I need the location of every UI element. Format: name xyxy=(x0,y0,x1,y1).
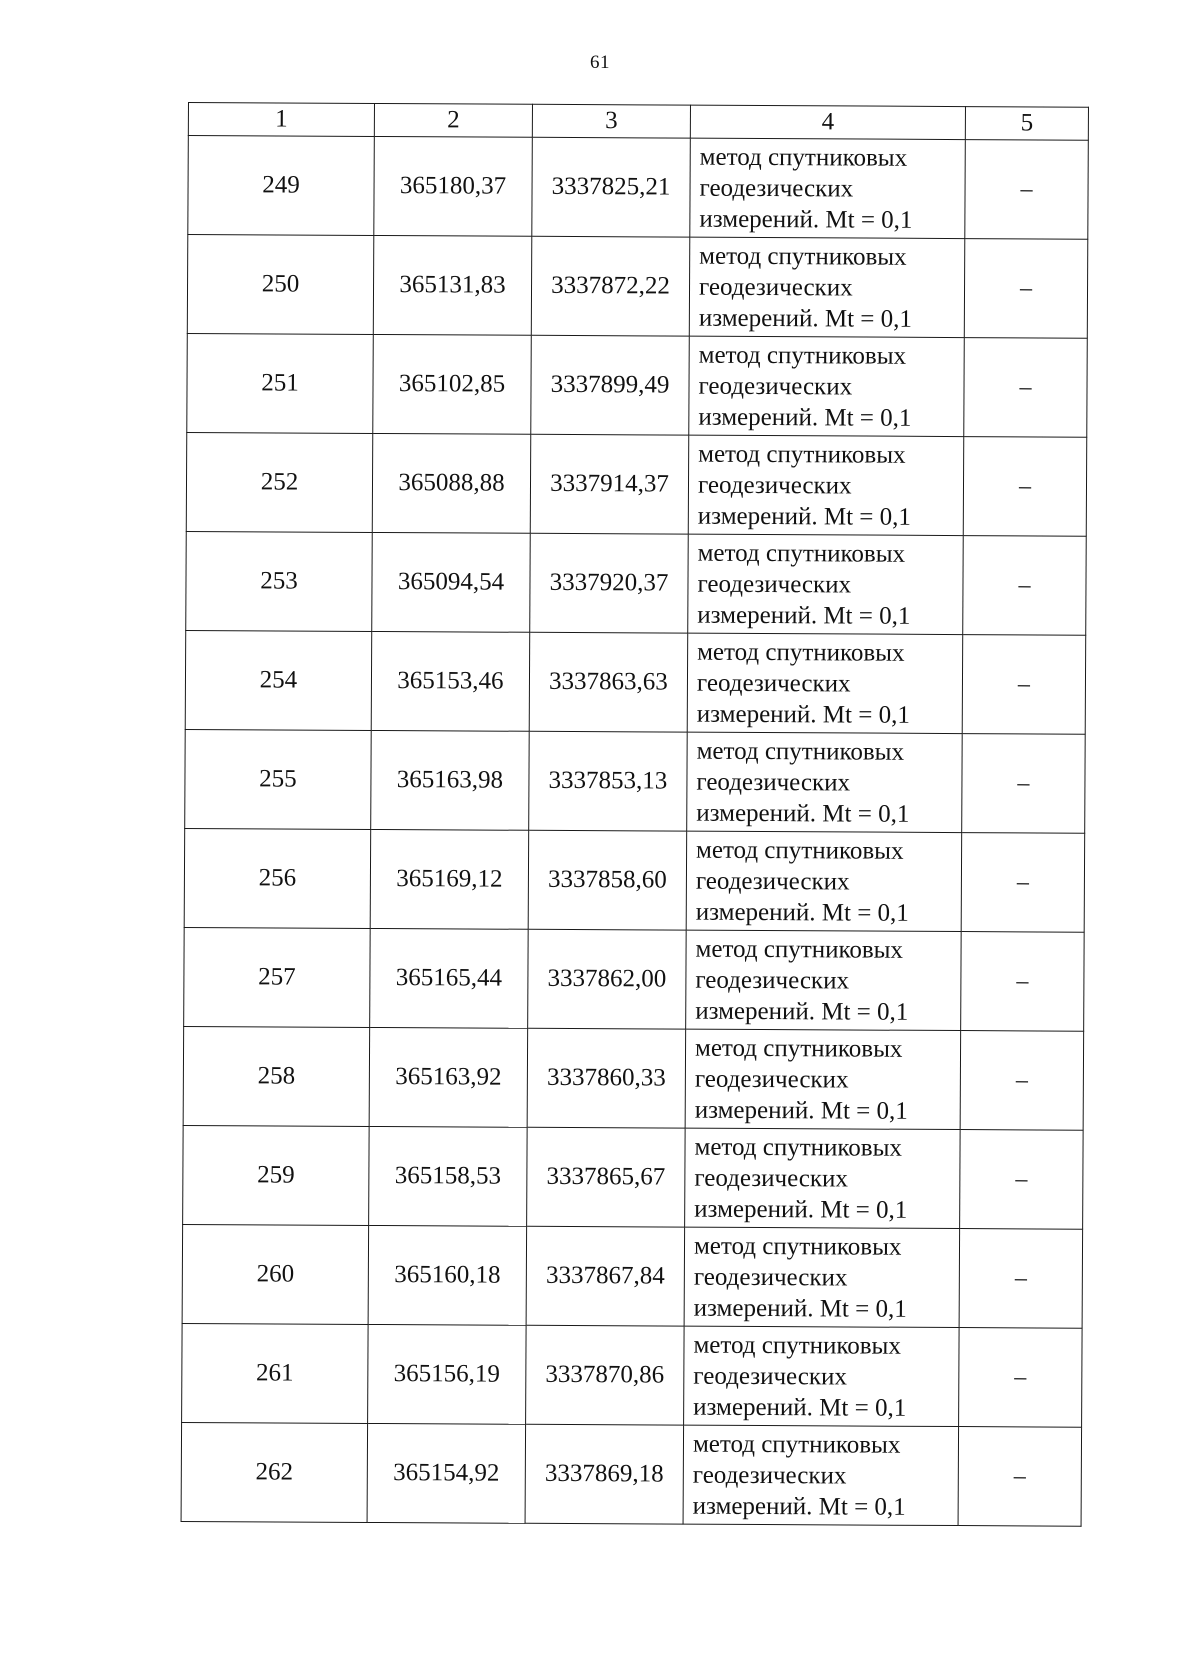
y-coordinate-cell: 3337920,37 xyxy=(530,533,689,633)
method-line: геодезических xyxy=(696,768,851,796)
method-cell xyxy=(684,1326,960,1426)
method-line: метод спутниковых xyxy=(696,836,904,865)
method-line: метод спутниковых xyxy=(697,539,906,568)
method-line: геодезических xyxy=(693,1263,848,1291)
y-coordinate-cell: 3337869,18 xyxy=(525,1424,684,1524)
point-number-cell: 251 xyxy=(187,333,374,433)
x-coordinate-cell: 365088,88 xyxy=(372,433,531,533)
table-row xyxy=(187,235,1088,339)
method-line: измерений. Mt = 0,1 xyxy=(698,403,912,432)
point-number-cell: 252 xyxy=(186,432,373,532)
method-line: измерений. Mt = 0,1 xyxy=(694,1195,908,1224)
method-cell xyxy=(687,732,963,832)
y-coordinate-cell: 3337865,67 xyxy=(527,1127,686,1227)
table-row xyxy=(185,729,1086,833)
method-line: геодезических xyxy=(695,867,850,895)
y-coordinate-cell: 3337870,86 xyxy=(526,1325,685,1425)
method-line: геодезических xyxy=(693,1362,848,1390)
point-number-cell: 257 xyxy=(184,927,371,1027)
note-cell: – xyxy=(962,734,1086,834)
x-coordinate-cell: 365094,54 xyxy=(372,532,531,632)
method-line: измерений. Mt = 0,1 xyxy=(692,1492,906,1521)
header-row xyxy=(188,103,1088,141)
table-row xyxy=(184,828,1085,932)
x-coordinate-cell: 365102,85 xyxy=(373,334,532,434)
method-cell xyxy=(686,930,962,1030)
method-line: измерений. Mt = 0,1 xyxy=(695,898,909,927)
x-coordinate-cell: 365180,37 xyxy=(374,136,533,236)
method-line: измерений. Mt = 0,1 xyxy=(697,601,911,630)
column-header-3: 3 xyxy=(532,104,690,138)
x-coordinate-cell: 365169,12 xyxy=(370,829,529,929)
method-line: измерений. Mt = 0,1 xyxy=(697,502,911,531)
table-row xyxy=(185,630,1086,734)
x-coordinate-cell: 365153,46 xyxy=(371,631,530,731)
point-number-cell: 260 xyxy=(182,1224,369,1324)
table-row xyxy=(183,1026,1084,1130)
point-number-cell: 255 xyxy=(185,729,372,829)
method-line: метод спутниковых xyxy=(699,143,908,172)
method-line: геодезических xyxy=(695,966,850,994)
table-row xyxy=(186,432,1087,536)
column-header-4: 4 xyxy=(690,105,965,139)
point-number-cell: 258 xyxy=(183,1026,370,1126)
method-line: измерений. Mt = 0,1 xyxy=(699,205,913,234)
column-header-5: 5 xyxy=(965,107,1088,141)
method-line: геодезических xyxy=(699,174,854,202)
x-coordinate-cell: 365156,19 xyxy=(368,1324,527,1424)
method-line: геодезических xyxy=(698,372,853,400)
y-coordinate-cell: 3337872,22 xyxy=(531,236,690,336)
method-line: метод спутниковых xyxy=(697,638,905,667)
note-cell: – xyxy=(959,1229,1083,1329)
y-coordinate-cell: 3337899,49 xyxy=(531,335,690,435)
point-number-cell: 250 xyxy=(187,235,374,335)
note-cell: – xyxy=(962,635,1086,735)
method-cell xyxy=(685,1128,961,1228)
method-line: метод спутниковых xyxy=(692,1430,901,1459)
method-cell xyxy=(690,138,966,238)
y-coordinate-cell: 3337914,37 xyxy=(530,434,689,534)
method-cell xyxy=(683,1425,959,1525)
point-number-cell: 253 xyxy=(186,531,373,631)
y-coordinate-cell: 3337860,33 xyxy=(527,1028,686,1128)
x-coordinate-cell: 365158,53 xyxy=(369,1126,528,1226)
note-cell: – xyxy=(960,1031,1084,1131)
method-cell xyxy=(688,534,964,634)
point-number-cell: 249 xyxy=(188,136,375,236)
x-coordinate-cell: 365165,44 xyxy=(370,928,529,1028)
note-cell: – xyxy=(961,833,1085,933)
note-cell: – xyxy=(964,239,1088,339)
y-coordinate-cell: 3337867,84 xyxy=(526,1226,685,1326)
note-cell: – xyxy=(964,338,1088,438)
method-line: метод спутниковых xyxy=(694,1034,903,1063)
method-line: измерений. Mt = 0,1 xyxy=(693,1393,907,1422)
point-number-cell: 261 xyxy=(182,1323,369,1423)
y-coordinate-cell: 3337853,13 xyxy=(529,731,688,831)
method-line: метод спутниковых xyxy=(699,242,907,271)
y-coordinate-cell: 3337862,00 xyxy=(528,929,687,1029)
table-row xyxy=(188,136,1089,240)
y-coordinate-cell: 3337863,63 xyxy=(529,632,688,732)
point-number-cell: 256 xyxy=(184,828,371,928)
table-row xyxy=(184,927,1085,1031)
table-row xyxy=(182,1224,1083,1328)
method-line: метод спутниковых xyxy=(698,341,907,370)
point-number-cell: 262 xyxy=(181,1422,368,1522)
method-cell xyxy=(684,1227,960,1327)
method-line: измерений. Mt = 0,1 xyxy=(696,799,910,828)
method-line: метод спутниковых xyxy=(695,935,904,964)
column-header-1: 1 xyxy=(188,103,374,137)
method-line: измерений. Mt = 0,1 xyxy=(694,1096,908,1125)
method-cell xyxy=(688,435,964,535)
table-row xyxy=(181,1422,1082,1526)
x-coordinate-cell: 365160,18 xyxy=(368,1225,527,1325)
column-header-2: 2 xyxy=(374,103,532,137)
method-cell xyxy=(689,336,965,436)
method-line: геодезических xyxy=(694,1164,849,1192)
point-number-cell: 254 xyxy=(185,630,372,730)
x-coordinate-cell: 365131,83 xyxy=(373,235,532,335)
method-line: измерений. Mt = 0,1 xyxy=(693,1294,907,1323)
table-row xyxy=(182,1323,1083,1427)
method-line: измерений. Mt = 0,1 xyxy=(696,700,910,729)
method-line: измерений. Mt = 0,1 xyxy=(698,304,913,333)
method-line: геодезических xyxy=(694,1065,849,1093)
method-cell xyxy=(686,831,962,931)
method-line: измерений. Mt = 0,1 xyxy=(695,997,909,1026)
page-number: 61 xyxy=(590,52,610,73)
y-coordinate-cell: 3337825,21 xyxy=(532,137,691,237)
x-coordinate-cell: 365154,92 xyxy=(367,1423,526,1523)
note-cell: – xyxy=(960,1130,1084,1230)
note-cell: – xyxy=(961,932,1085,1032)
note-cell: – xyxy=(959,1328,1083,1428)
method-cell xyxy=(685,1029,961,1129)
y-coordinate-cell: 3337858,60 xyxy=(528,830,687,930)
table-row xyxy=(187,333,1088,437)
note-cell: – xyxy=(958,1427,1082,1527)
method-line: геодезических xyxy=(698,273,853,301)
table-body xyxy=(181,136,1088,1527)
method-line: метод спутниковых xyxy=(698,440,906,469)
method-cell xyxy=(687,633,963,733)
coordinates-table xyxy=(181,102,1089,1527)
method-line: геодезических xyxy=(692,1461,847,1489)
method-line: геодезических xyxy=(697,570,852,598)
method-line: геодезических xyxy=(696,669,851,697)
method-line: метод спутниковых xyxy=(693,1232,902,1261)
table-header xyxy=(188,103,1088,141)
method-line: метод спутниковых xyxy=(693,1331,901,1360)
note-cell: – xyxy=(963,437,1087,537)
method-line: геодезических xyxy=(697,471,852,499)
x-coordinate-cell: 365163,98 xyxy=(371,730,530,830)
method-cell xyxy=(689,237,965,337)
table-row xyxy=(186,531,1087,635)
method-line: метод спутниковых xyxy=(694,1133,903,1162)
method-line: метод спутниковых xyxy=(696,737,905,766)
note-cell: – xyxy=(963,536,1087,636)
point-number-cell: 259 xyxy=(183,1125,370,1225)
note-cell: – xyxy=(965,140,1089,240)
x-coordinate-cell: 365163,92 xyxy=(369,1027,528,1127)
table-row xyxy=(183,1125,1084,1229)
